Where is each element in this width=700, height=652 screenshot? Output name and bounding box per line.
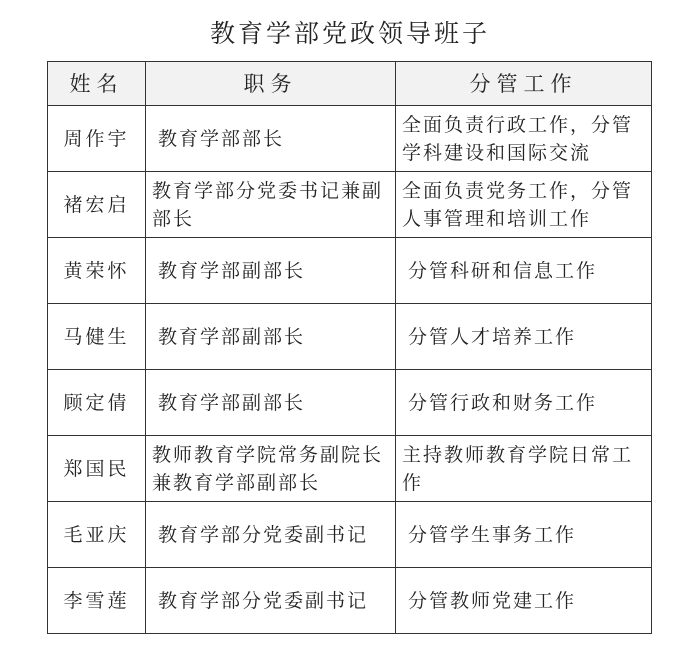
cell-duties: 分管教师党建工作 xyxy=(396,568,652,634)
cell-position: 教育学部分党委副书记 xyxy=(146,568,396,634)
cell-position: 教师教育学院常务副院长兼教育学部副部长 xyxy=(146,436,396,502)
table-row xyxy=(48,172,652,238)
cell-duties: 全面负责行政工作，分管学科建设和国际交流 xyxy=(396,106,652,172)
leadership-table xyxy=(47,61,652,634)
table-row xyxy=(48,304,652,370)
cell-position: 教育学部副部长 xyxy=(146,238,396,304)
table-header-row xyxy=(48,62,652,106)
cell-position: 教育学部分党委书记兼副部长 xyxy=(146,172,396,238)
cell-duties: 全面负责党务工作，分管人事管理和培训工作 xyxy=(396,172,652,238)
cell-name: 黄荣怀 xyxy=(48,238,146,304)
cell-name: 马健生 xyxy=(48,304,146,370)
cell-duties: 分管人才培养工作 xyxy=(396,304,652,370)
cell-name: 李雪莲 xyxy=(48,568,146,634)
header-position: 职务 xyxy=(146,62,396,106)
cell-duties: 主持教师教育学院日常工作 xyxy=(396,436,652,502)
cell-name: 毛亚庆 xyxy=(48,502,146,568)
cell-duties: 分管科研和信息工作 xyxy=(396,238,652,304)
page-title: 教育学部党政领导班子 xyxy=(209,19,490,48)
header-duties: 分管工作 xyxy=(396,62,652,106)
cell-position: 教育学部部长 xyxy=(146,106,396,172)
cell-name: 顾定倩 xyxy=(48,370,146,436)
cell-position: 教育学部副部长 xyxy=(146,370,396,436)
cell-duties: 分管学生事务工作 xyxy=(396,502,652,568)
table-row xyxy=(48,238,652,304)
table-row xyxy=(48,370,652,436)
cell-name: 周作宇 xyxy=(48,106,146,172)
table-row xyxy=(48,568,652,634)
table-row xyxy=(48,502,652,568)
header-name: 姓名 xyxy=(48,62,146,106)
cell-duties: 分管行政和财务工作 xyxy=(396,370,652,436)
table-row xyxy=(48,436,652,502)
cell-position: 教育学部分党委副书记 xyxy=(146,502,396,568)
table-row xyxy=(48,106,652,172)
cell-name: 褚宏启 xyxy=(48,172,146,238)
cell-position: 教育学部副部长 xyxy=(146,304,396,370)
cell-name: 郑国民 xyxy=(48,436,146,502)
